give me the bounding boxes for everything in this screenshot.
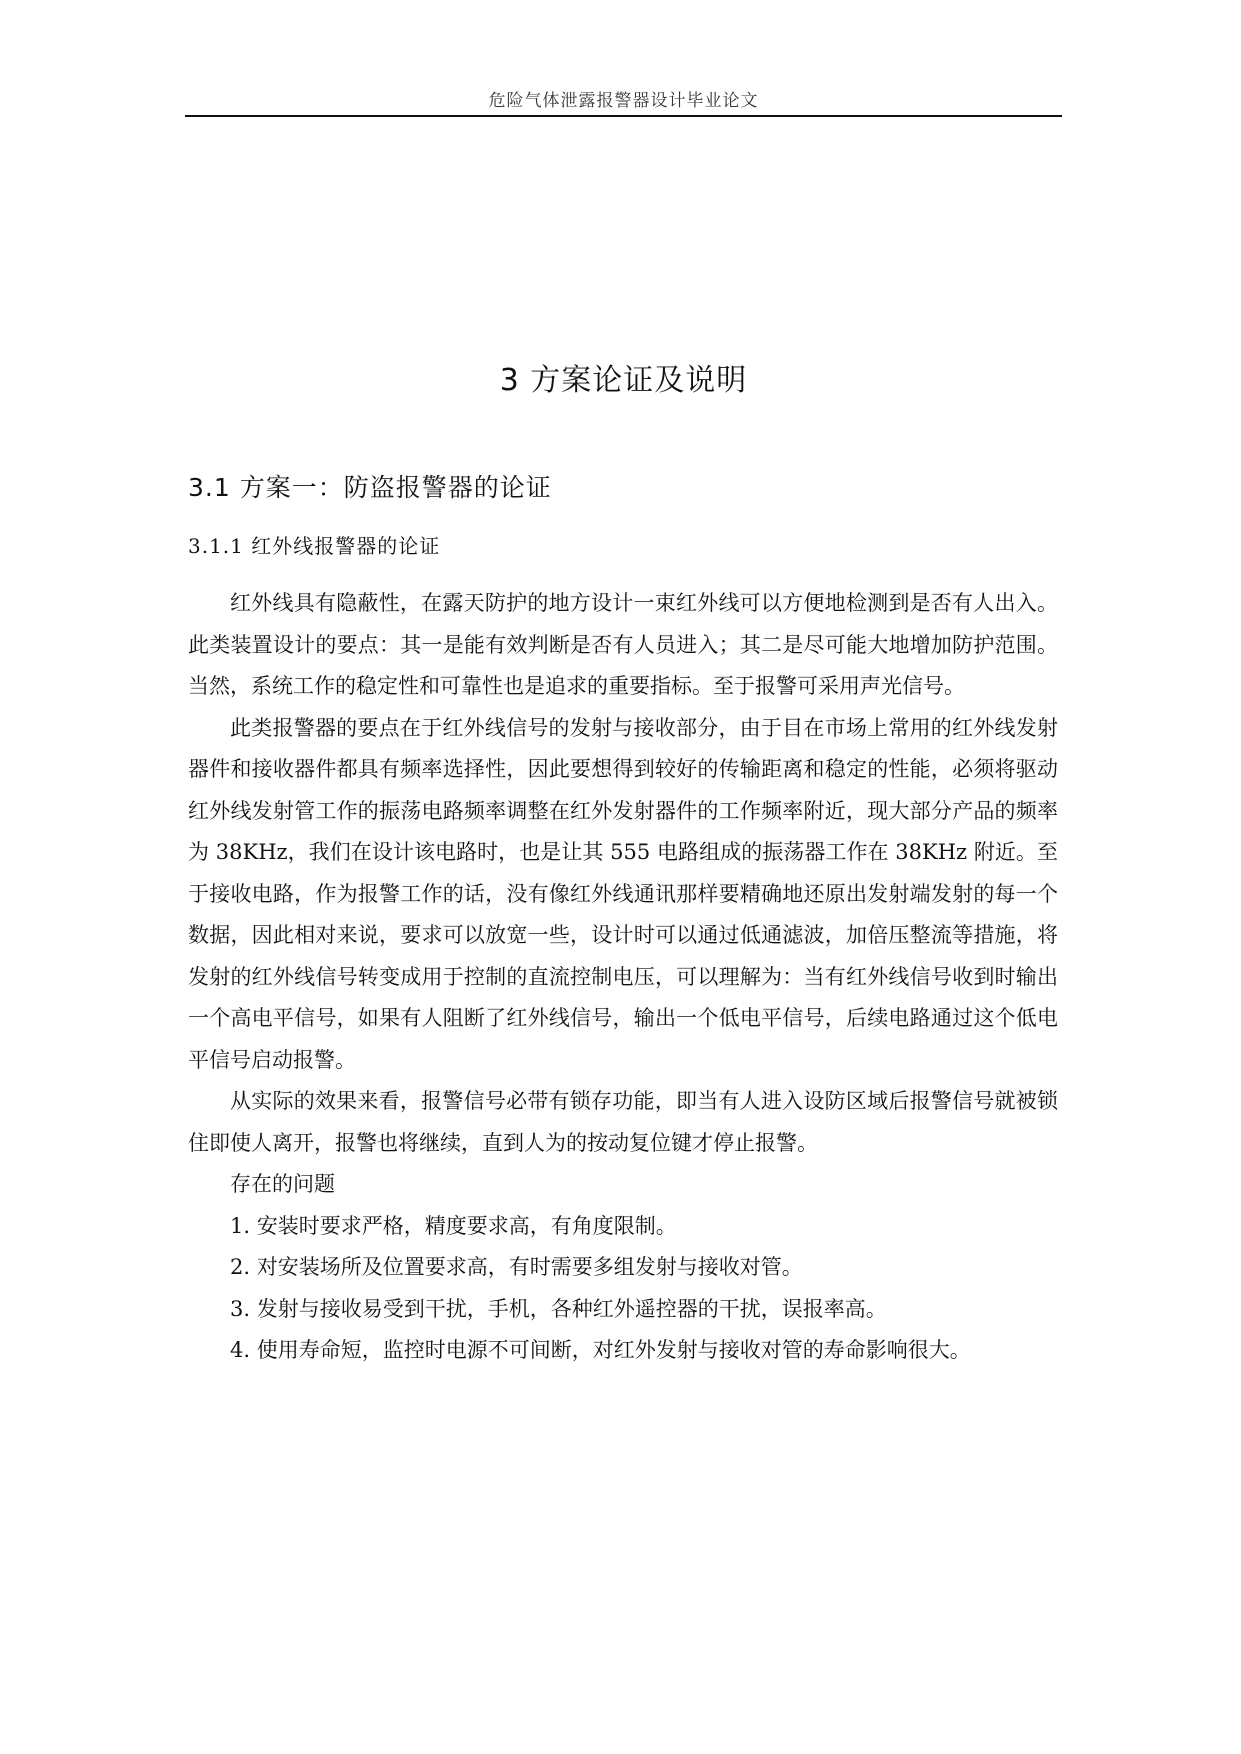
- paragraph: 存在的问题: [230, 1172, 335, 1196]
- paragraph: 此类报警器的要点在于红外线信号的发射与接收部分，由于目在市场上常用的红外线发射器件和接收器件都具有频率选择性，因此要想得到较好的传输距离和稳定的性能，必须将驱动红外线发射管工作的振荡电路频率调整在红外发射器件的工作频率附近，现大部分产品的频率为 38KHz，我们在设计该电路时，也是让其 555 电路组成的振荡器工作在 38KHz 附近。至于接收电路，作为报警工作的话，没有像红外线通讯那样要精确地还原出发射端发射的每一个数据，因此相对来说，要求可以放宽一些，设计时可以通过低通滤波，加倍压整流等措施，将发射的红外线信号转变成用于控制的直流控制电压，可以理解为：当有红外线信号收到时输出一个高电平信号，如果有人阻断了红外线信号，输出一个低电平信号，后续电路通过这个低电平信号启动报警。: [188, 715, 1058, 1072]
- section-title: 3.1 方案一：防盗报警器的论证: [188, 473, 552, 502]
- body-text: [188, 583, 1058, 1372]
- problem-list-item: 3. 发射与接收易受到干扰，手机，各种红外遥控器的干扰，误报率高。: [230, 1296, 887, 1321]
- subsection-title: 3.1.1 红外线报警器的论证: [188, 534, 441, 558]
- paragraph: 红外线具有隐蔽性，在露天防护的地方设计一束红外线可以方便地检测到是否有人出入。此类装置设计的要点：其一是能有效判断是否有人员进入；其二是尽可能大地增加防护范围。当然，系统工作的稳定性和可靠性也是追求的重要指标。至于报警可采用声光信号。: [188, 591, 1058, 698]
- problem-list-item: 2. 对安装场所及位置要求高，有时需要多组发射与接收对管。: [230, 1255, 803, 1279]
- problem-list-item: 1. 安装时要求严格，精度要求高，有角度限制。: [230, 1213, 677, 1238]
- header-rule: [185, 115, 1062, 117]
- running-header: 危险气体泄露报警器设计毕业论文: [488, 91, 759, 111]
- paragraph: 从实际的效果来看，报警信号必带有锁存功能，即当有人进入设防区域后报警信号就被锁住即使人离开，报警也将继续，直到人为的按动复位键才停止报警。: [188, 1089, 1058, 1155]
- chapter-title: 3 方案论证及说明: [499, 363, 748, 398]
- problem-list-item: 4. 使用寿命短，监控时电源不可间断，对红外发射与接收对管的寿命影响很大。: [230, 1338, 971, 1362]
